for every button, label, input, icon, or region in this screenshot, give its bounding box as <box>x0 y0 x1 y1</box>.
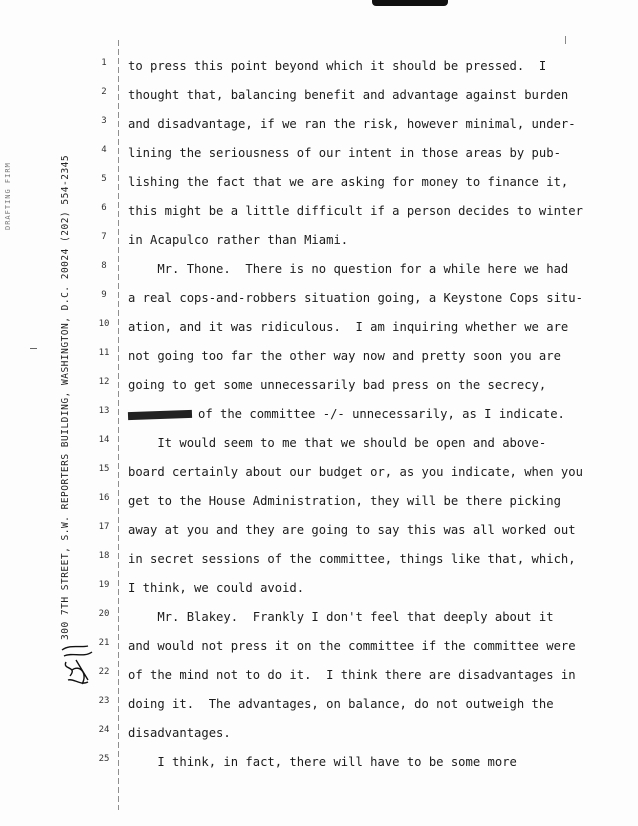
transcript-line: ation, and it was ridiculous. I am inquiring whether we are <box>128 320 569 334</box>
transcript-line: Mr. Blakey. Frankly I don't feel that deeply about it <box>128 610 554 624</box>
transcript-line: I think, we could avoid. <box>128 581 305 595</box>
line-number: 10 <box>98 319 110 329</box>
transcript-line: to press this point beyond which it should be pressed. I <box>128 59 547 73</box>
transcript-line: Mr. Thone. There is no question for a while here we had <box>128 262 569 276</box>
transcript-line-text: of the committee -/- unnecessarily, as I indicate. <box>198 407 565 421</box>
line-number-rule <box>118 40 119 810</box>
line-number: 20 <box>98 609 110 619</box>
line-number: 8 <box>101 261 107 271</box>
transcript-line: not going too far the other way now and pretty soon you are <box>128 349 561 363</box>
line-number: 18 <box>98 551 110 561</box>
line-number: 15 <box>98 464 110 474</box>
line-number: 3 <box>101 116 107 126</box>
line-number: 5 <box>101 174 107 184</box>
line-number: 23 <box>98 696 110 706</box>
transcript-line: doing it. The advantages, on balance, do not outweigh the <box>128 697 554 711</box>
handwritten-initials <box>58 640 98 690</box>
transcript-line: lining the seriousness of our intent in those areas by pub- <box>128 146 561 160</box>
top-ink-mark <box>372 0 448 6</box>
faint-margin-stamp: DRAFTING FIRM <box>4 162 12 230</box>
transcript-line: I think, in fact, there will have to be some more <box>128 755 517 769</box>
transcript-line: and would not press it on the committee if the committee were <box>128 639 576 653</box>
transcript-line: away at you and they are going to say this was all worked out <box>128 523 576 537</box>
reporter-address-header: 300 7TH STREET, S.W. REPORTERS BUILDING, WASHINGTON, D.C. 20024 (202) 554-2345 <box>60 154 71 640</box>
margin-tick-mark <box>565 36 566 44</box>
line-number: 11 <box>98 348 110 358</box>
line-number: 19 <box>98 580 110 590</box>
line-number: 6 <box>101 203 107 213</box>
line-number: 2 <box>101 87 107 97</box>
line-number: 25 <box>98 754 110 764</box>
transcript-line: thought that, balancing benefit and advantage against burden <box>128 88 569 102</box>
transcript-line: board certainly about our budget or, as you indicate, when you <box>128 465 583 479</box>
transcript-line: a real cops-and-robbers situation going, a Keystone Cops situ- <box>128 291 583 305</box>
transcript-line: in secret sessions of the committee, things like that, which, <box>128 552 576 566</box>
line-number: 17 <box>98 522 110 532</box>
line-number: 4 <box>101 145 107 155</box>
transcript-line: of the mind not to do it. I think there are disadvantages in <box>128 668 576 682</box>
transcript-line: and disadvantage, if we ran the risk, however minimal, under- <box>128 117 576 131</box>
redaction-mark <box>128 409 192 419</box>
line-number: 12 <box>98 377 110 387</box>
line-number: 16 <box>98 493 110 503</box>
line-number: 13 <box>98 406 110 416</box>
line-number: 9 <box>101 290 107 300</box>
line-number: 14 <box>98 435 110 445</box>
line-number: 22 <box>98 667 110 677</box>
transcript-line: this might be a little difficult if a person decides to winter <box>128 204 583 218</box>
transcript-line: get to the House Administration, they will be there picking <box>128 494 561 508</box>
transcript-line <box>128 406 565 422</box>
transcript-line: It would seem to me that we should be open and above- <box>128 436 547 450</box>
line-number: 7 <box>101 232 107 242</box>
transcript-line: in Acapulco rather than Miami. <box>128 233 349 247</box>
transcript-line: disadvantages. <box>128 726 231 740</box>
line-number: 21 <box>98 638 110 648</box>
margin-dash <box>30 348 37 349</box>
transcript-line: lishing the fact that we are asking for money to finance it, <box>128 175 569 189</box>
line-number: 1 <box>101 58 107 68</box>
line-number: 24 <box>98 725 110 735</box>
transcript-line: going to get some unnecessarily bad press on the secrecy, <box>128 378 547 392</box>
